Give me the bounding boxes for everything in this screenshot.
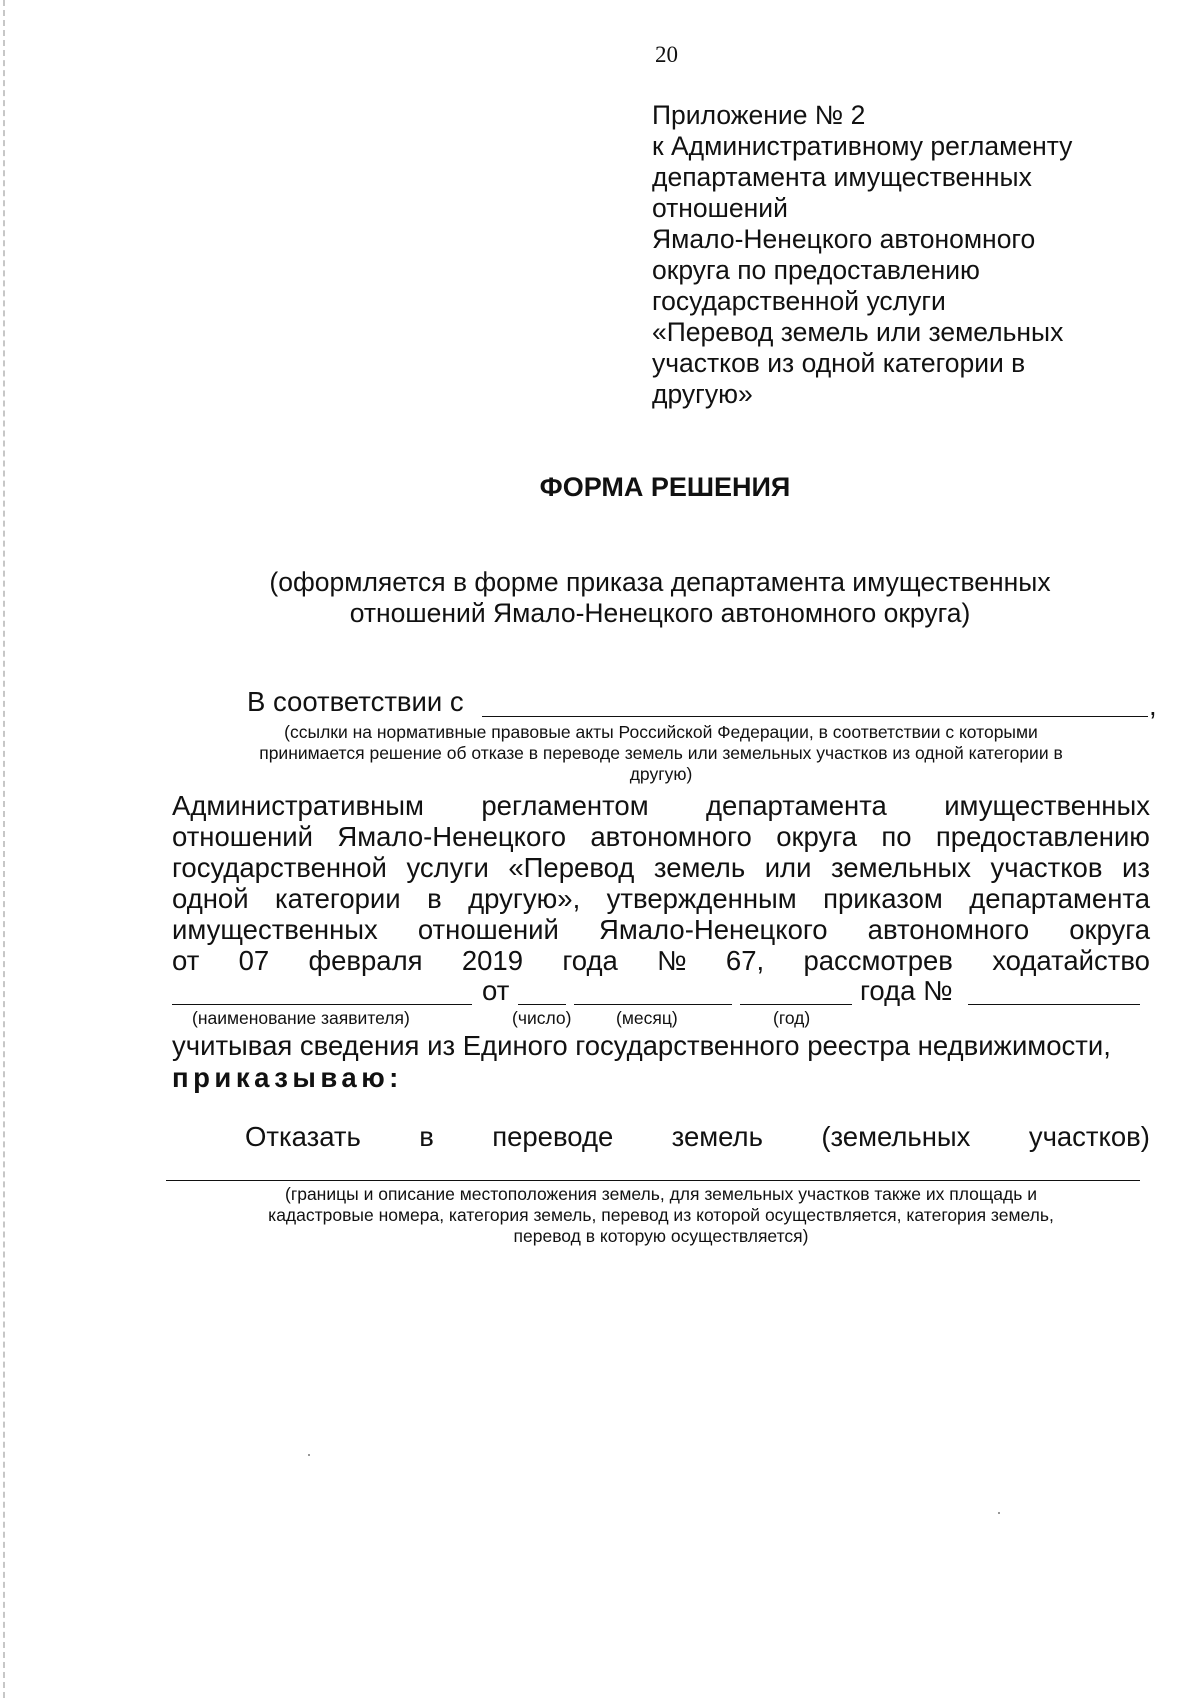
paragraph-word: одной <box>172 883 249 914</box>
refuse-word: Отказать <box>245 1121 361 1152</box>
paragraph-line <box>172 821 1150 852</box>
paragraph-word: регламентом <box>481 790 649 821</box>
paragraph-word: Ямало-Ненецкого <box>337 821 567 852</box>
appendix-line: Ямало-Ненецкого автономного <box>652 224 1036 254</box>
note-line: принимается решение об отказе в переводе земель или земельных участков из одной категории в <box>259 743 1063 763</box>
paragraph-word: автономного <box>867 914 1030 945</box>
refuse-word: в <box>419 1121 434 1152</box>
refuse-word: участков) <box>1028 1121 1150 1152</box>
paragraph-word: участков <box>990 852 1103 883</box>
year-blank[interactable] <box>740 1004 852 1005</box>
paragraph-word: государственной <box>172 852 387 883</box>
appendix-line: округа по предоставлению <box>652 255 980 285</box>
paragraph-word: имущественных <box>172 914 378 945</box>
paragraph-word: от <box>172 945 200 976</box>
legal-acts-note <box>172 722 1150 785</box>
paragraph-word: отношений <box>172 821 314 852</box>
paragraph-word: по <box>881 821 912 852</box>
appendix-line: «Перевод земель или земельных <box>652 317 1064 347</box>
appendix-line: департамента имущественных <box>652 162 1032 192</box>
scan-edge <box>3 0 5 1698</box>
form-subtitle <box>160 567 1160 629</box>
paragraph-line <box>172 883 1150 914</box>
from-word: от <box>482 975 510 1006</box>
paragraph-word: в <box>427 883 442 914</box>
day-blank[interactable] <box>518 1004 566 1005</box>
paragraph-word: имущественных <box>944 790 1150 821</box>
refuse-word: (земельных <box>821 1121 971 1152</box>
paragraph-word: предоставлению <box>935 821 1150 852</box>
paragraph-word: года <box>562 945 618 976</box>
paragraph-word: Ямало-Ненецкого <box>598 914 828 945</box>
form-title: ФОРМА РЕШЕНИЯ <box>539 472 791 502</box>
year-label: (год) <box>773 1008 811 1028</box>
appendix-line: другую» <box>652 379 753 409</box>
paragraph-word: № <box>657 945 687 976</box>
paragraph-word: 2019 <box>461 945 524 976</box>
refuse-word: переводе <box>492 1121 614 1152</box>
note-line: кадастровые номера, категория земель, перевод из которой осуществляется, категория земель, <box>268 1205 1054 1225</box>
note-line: (границы и описание местоположения земель, для земельных участков также их площадь и <box>285 1184 1037 1204</box>
paragraph-word: рассмотрев <box>803 945 953 976</box>
subtitle-line-1: (оформляется в форме приказа департамента имущественных <box>269 567 1051 597</box>
considering-text: учитывая сведения из Единого государственного реестра недвижимости, <box>172 1030 1111 1061</box>
paragraph-line <box>172 945 1150 976</box>
paragraph-word: автономного <box>590 821 752 852</box>
paragraph-word: земельных <box>831 852 971 883</box>
paragraph-word: земель <box>653 852 746 883</box>
paragraph-word: Административным <box>172 790 424 821</box>
order-word: приказываю: <box>172 1062 403 1093</box>
paragraph-word: отношений <box>417 914 559 945</box>
paragraph-word: или <box>764 852 812 883</box>
paragraph-line <box>172 914 1150 945</box>
page-number: 20 <box>655 42 678 67</box>
paragraph-line <box>172 852 1150 883</box>
paragraph-word: департамента <box>706 790 887 821</box>
paragraph-line <box>172 790 1150 821</box>
land-description-note <box>172 1184 1150 1247</box>
appendix-line: государственной услуги <box>652 286 946 316</box>
note-line: другую) <box>629 764 693 784</box>
paragraph-word: утвержденным <box>606 883 797 914</box>
paragraph-word: департамента <box>969 883 1150 914</box>
year-number-word: года № <box>860 975 953 1006</box>
paragraph-word: из <box>1122 852 1150 883</box>
refuse-word: земель <box>671 1121 763 1152</box>
applicant-label: (наименование заявителя) <box>192 1008 410 1028</box>
month-label: (месяц) <box>616 1008 678 1028</box>
paragraph-word: февраля <box>308 945 423 976</box>
land-description-blank[interactable] <box>166 1180 1140 1181</box>
applicant-blank[interactable] <box>172 1004 472 1005</box>
trailing-comma: , <box>1149 690 1157 721</box>
scan-speck <box>308 1454 310 1456</box>
refuse-line <box>245 1121 1150 1153</box>
appendix-line: к Административному регламенту <box>652 131 1073 161</box>
paragraph-word: округа <box>776 821 857 852</box>
paragraph-word: ходатайство <box>992 945 1150 976</box>
paragraph-word: 07 <box>238 945 270 976</box>
paragraph-word: приказом <box>823 883 943 914</box>
note-line: перевод в которую осуществляется) <box>513 1226 809 1246</box>
scan-speck <box>998 1512 1000 1514</box>
in-accordance-label: В соответствии с <box>247 686 464 717</box>
legal-acts-blank[interactable] <box>482 716 1148 717</box>
day-label: (число) <box>512 1008 572 1028</box>
paragraph-word: 67, <box>725 945 765 976</box>
appendix-line: отношений <box>652 193 788 223</box>
note-line: (ссылки на нормативные правовые акты Российской Федерации, в соответствии с которыми <box>284 722 1038 742</box>
paragraph-word: категории <box>275 883 401 914</box>
subtitle-line-2: отношений Ямало-Ненецкого автономного округа) <box>349 598 971 628</box>
appendix-header <box>652 100 1172 410</box>
appendix-line: Приложение № 2 <box>652 100 866 130</box>
paragraph-word: округа <box>1069 914 1150 945</box>
appendix-line: участков из одной категории в <box>652 348 1026 378</box>
paragraph-word: другую», <box>468 883 581 914</box>
paragraph-word: услуги <box>406 852 489 883</box>
paragraph-word: «Перевод <box>508 852 635 883</box>
petition-number-blank[interactable] <box>968 1004 1140 1005</box>
month-blank[interactable] <box>574 1004 732 1005</box>
